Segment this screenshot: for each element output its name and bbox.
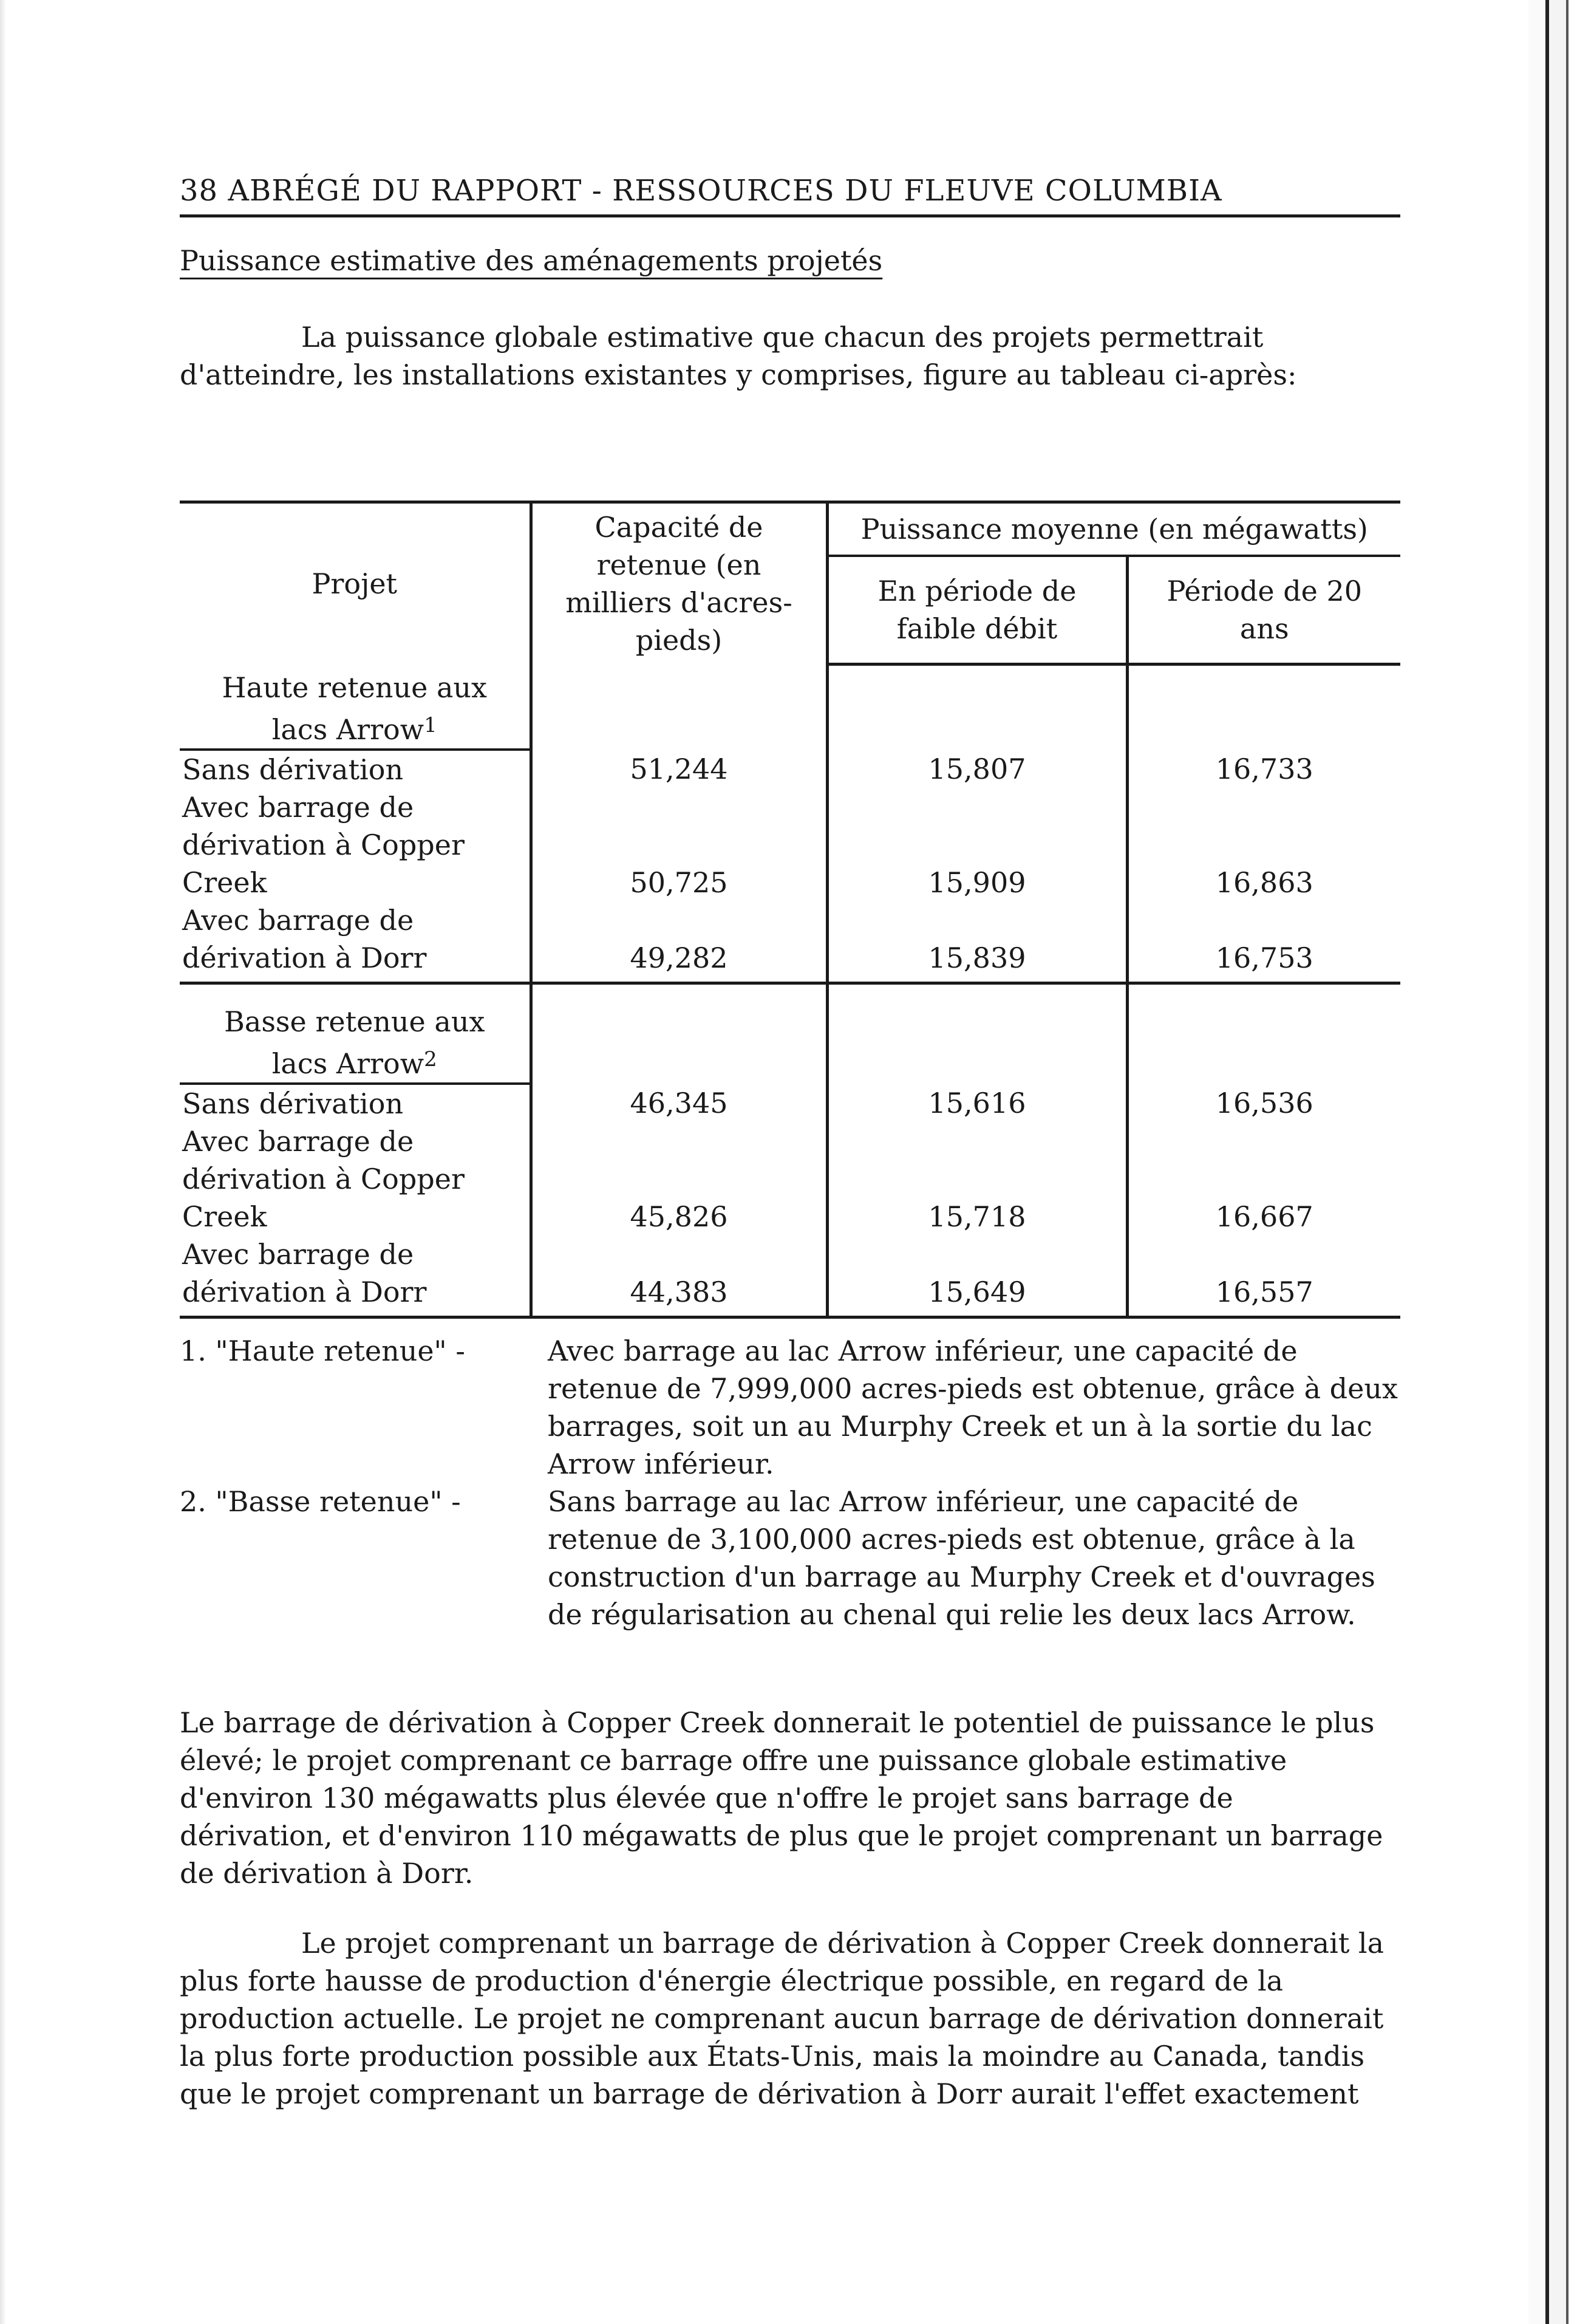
page-left-shadow (0, 0, 6, 2324)
cell-periode-20-ans: 16,863 (1127, 788, 1400, 901)
intro-paragraph: La puissance globale estimative que chacun des projets permettrait d'atteindre, les installations existantes y comprises, figure au tableau ci-après: (180, 321, 1297, 391)
cell-periode-20-ans: 16,733 (1127, 750, 1400, 788)
row-label: Avec barrage de dérivation à Copper Creek (182, 791, 465, 899)
header-capacite: Capacité de retenue (en milliers d'acres-pieds) (531, 502, 827, 665)
footnote-ref: 2 (424, 1047, 437, 1071)
table-row (180, 1235, 1400, 1318)
table-row (180, 1123, 1400, 1235)
footnote-text: Avec barrage au lac Arrow inférieur, une capacité de retenue de 7,999,000 acres-pieds est obtenue, grâce à deux barrages, soit un au Murphy Creek et un à la sortie du lac Arrow inférieur. (548, 1335, 1398, 1480)
table-row (180, 750, 1400, 788)
body-paragraph: Le barrage de dérivation à Copper Creek donnerait le potentiel de puissance le plus élevé; le projet comprenant ce barrage offre une puissance globale estimative d'environ 130 mégawatts plus élevée que n'offre le projet sans barrage de dérivation, et d'environ 110 mégawatts de plus que le projet comprenant un barrage de dérivation à Dorr. (180, 1706, 1383, 1890)
cell-periode-20-ans: 16,753 (1127, 901, 1400, 983)
header-rule (180, 214, 1400, 217)
table-row (180, 788, 1400, 901)
group-title-row (180, 983, 1400, 1084)
group-title-row (180, 664, 1400, 750)
cell-faible-debit: 15,839 (827, 901, 1127, 983)
header-puissance: Puissance moyenne (en mégawatts) (827, 502, 1400, 556)
table-row (180, 1084, 1400, 1123)
cell-faible-debit: 15,909 (827, 788, 1127, 901)
cell-faible-debit: 15,718 (827, 1123, 1127, 1235)
cell-periode-20-ans: 16,536 (1127, 1084, 1400, 1123)
footnote-text: Sans barrage au lac Arrow inférieur, une capacité de retenue de 3,100,000 acres-pieds est obtenue, grâce à la construction d'un barrage au Murphy Creek et d'ouvrages de régularisation au chenal qui relie les deux lacs Arrow. (548, 1485, 1375, 1631)
group-title-basse: Basse retenue aux lacs Arrow$^2$ (180, 983, 531, 1084)
row-label: Avec barrage de dérivation à Copper Creek (182, 1125, 465, 1233)
section-title: Puissance estimative des aménagements projetés (180, 244, 883, 277)
cell-capacite: 49,282 (531, 901, 827, 983)
table-row (180, 901, 1400, 983)
cell-periode-20-ans: 16,557 (1127, 1235, 1400, 1318)
table-header-row-1 (180, 502, 1400, 556)
cell-capacite: 51,244 (531, 750, 827, 788)
header-periode-20-ans: Période de 20 ans (1127, 556, 1400, 664)
header-faible-debit: En période de faible débit (827, 556, 1127, 664)
footnote-key: 1. "Haute retenue" - (180, 1335, 465, 1367)
header-projet: Projet (180, 502, 531, 665)
cell-periode-20-ans: 16,667 (1127, 1123, 1400, 1235)
footnote-ref: 1 (424, 713, 437, 737)
row-label: Avec barrage de dérivation à Dorr (182, 904, 427, 974)
footnote (180, 1332, 1400, 1483)
footnote-key: 2. "Basse retenue" - (180, 1485, 461, 1518)
cell-capacite: 44,383 (531, 1235, 827, 1318)
cell-capacite: 46,345 (531, 1084, 827, 1123)
cell-faible-debit: 15,649 (827, 1235, 1127, 1318)
footnote (180, 1483, 1400, 1633)
row-label: Avec barrage de dérivation à Dorr (180, 1235, 531, 1318)
cell-capacite: 50,725 (531, 788, 827, 901)
cell-capacite: 45,826 (531, 1123, 827, 1235)
cell-faible-debit: 15,807 (827, 750, 1127, 788)
book-edge (1528, 0, 1577, 2324)
power-table (180, 501, 1400, 1319)
running-header: 38 ABRÉGÉ DU RAPPORT - RESSOURCES DU FLEUVE COLUMBIA (180, 174, 1222, 208)
cell-faible-debit: 15,616 (827, 1084, 1127, 1123)
body-paragraph: Le projet comprenant un barrage de dérivation à Copper Creek donnerait la plus forte hausse de production d'énergie électrique possible, en regard de la production actuelle. Le projet ne comprenant aucun barrage de dérivation donnerait la plus forte production possible aux États-Unis, mais la moindre au Canada, tandis que le projet comprenant un barrage de dérivation à Dorr aurait l'effet exactement (180, 1927, 1385, 2110)
group-title-haute: Haute retenue aux lacs Arrow$^1$ (180, 664, 531, 750)
row-label: Sans dérivation (182, 1087, 404, 1120)
footnotes (180, 1332, 1400, 1633)
row-label: Sans dérivation (182, 753, 404, 786)
